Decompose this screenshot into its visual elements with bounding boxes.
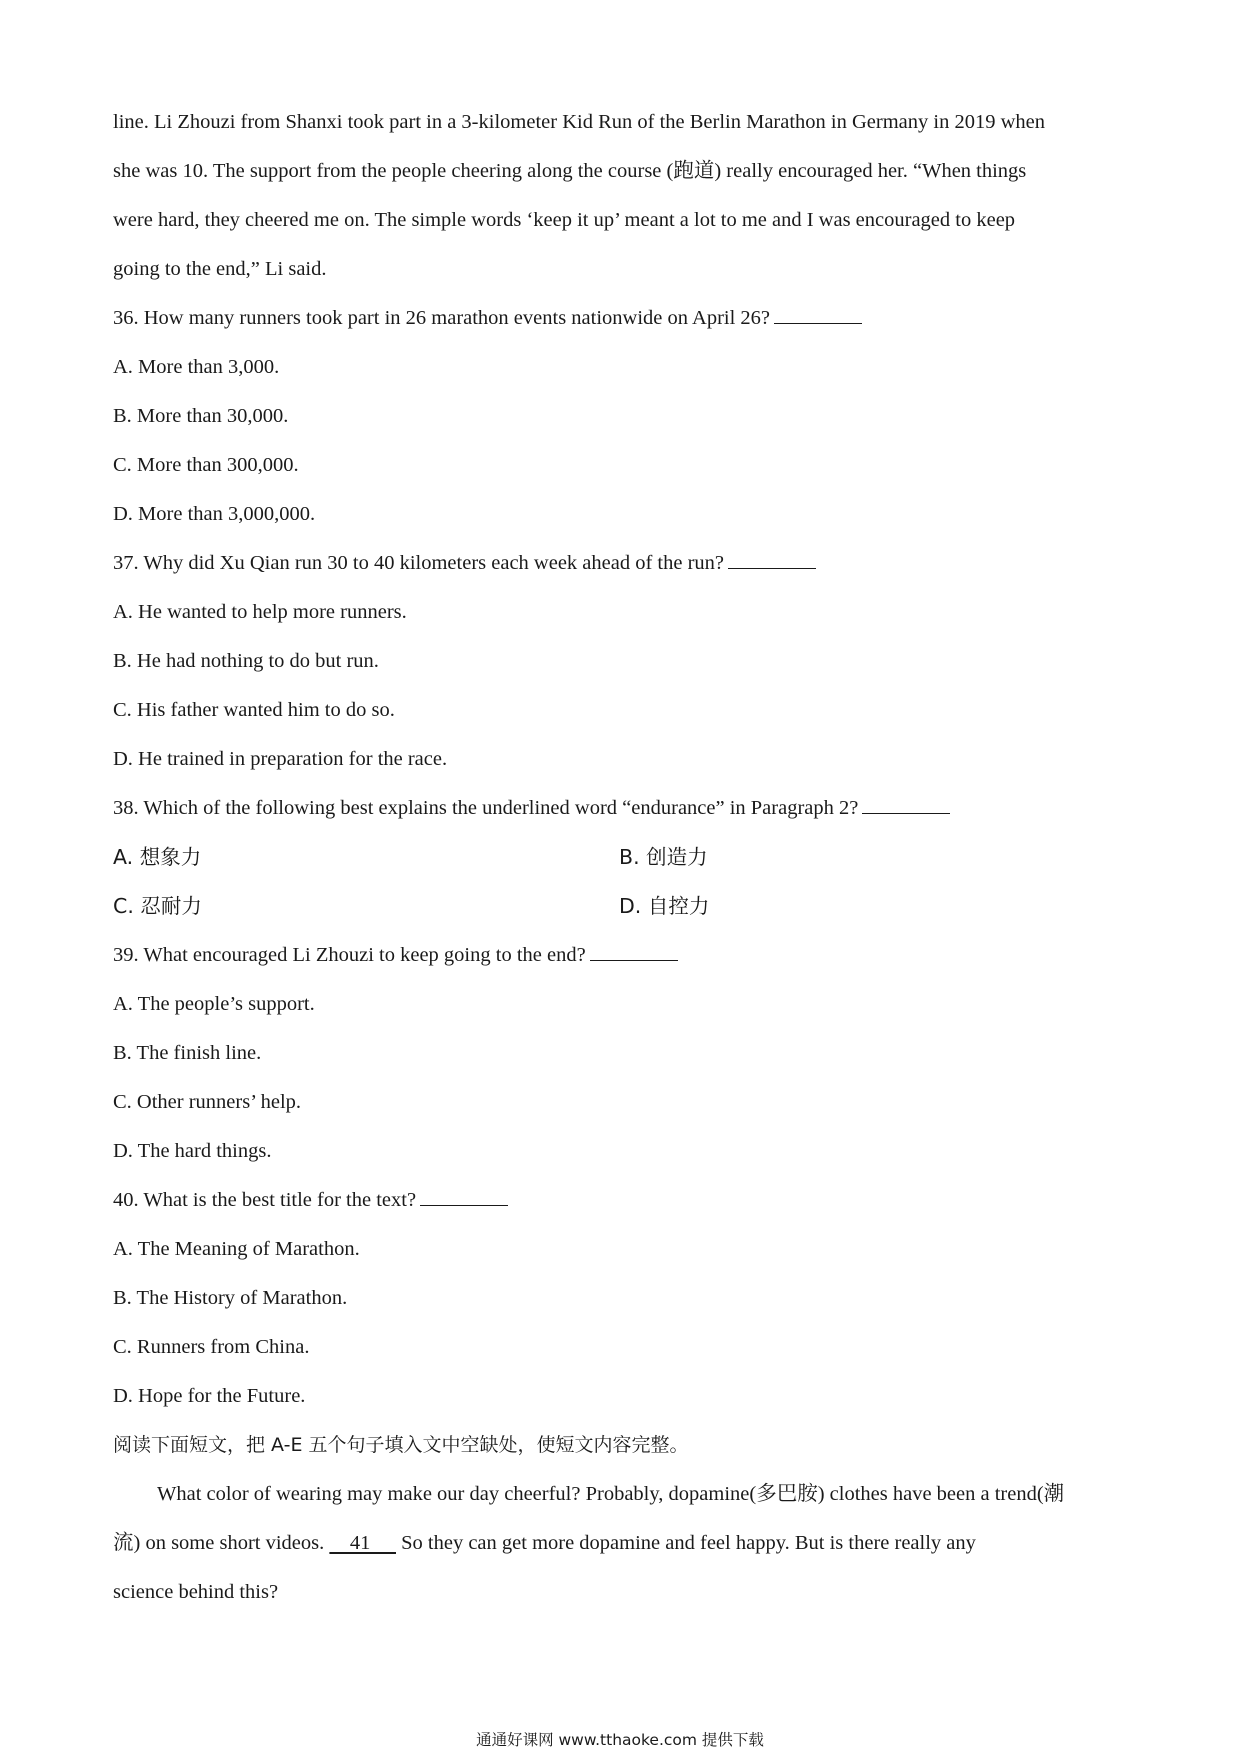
question-38-stem: 38. Which of the following best explains the underlined word “endurance” in Paragraph 2?	[113, 784, 1133, 833]
answer-blank	[774, 305, 862, 324]
passage-line: she was 10. The support from the people cheering along the course (跑道) really encouraged her. “When things	[113, 160, 1027, 182]
answer-blank	[590, 942, 678, 961]
passage-line: going to the end,” Li said.	[113, 258, 327, 280]
passage-line: 流) on some short videos. 41 So they can get more dopamine and feel happy. But is there really any	[113, 1532, 976, 1554]
option: C. Other runners’ help.	[113, 1091, 302, 1113]
question-36-stem: 36. How many runners took part in 26 marathon events nationwide on April 26?	[113, 294, 1133, 343]
option: A. 想象力	[113, 845, 202, 869]
option: B. 创造力	[619, 845, 708, 869]
option: D. Hope for the Future.	[113, 1385, 306, 1407]
passage-line: line. Li Zhouzi from Shanxi took part in a 3-kilometer Kid Run of the Berlin Marathon in Germany in 2019 when	[113, 111, 1045, 133]
option-row	[113, 882, 1133, 931]
option: C. More than 300,000.	[113, 454, 299, 476]
option: C. 忍耐力	[113, 894, 202, 918]
blank-41: 41	[329, 1532, 396, 1554]
option: B. The History of Marathon.	[113, 1287, 348, 1309]
option: A. The people’s support.	[113, 993, 315, 1015]
option: D. The hard things.	[113, 1140, 272, 1162]
option: A. The Meaning of Marathon.	[113, 1238, 360, 1260]
option: B. The finish line.	[113, 1042, 262, 1064]
passage-line: science behind this?	[113, 1581, 279, 1603]
option: C. Runners from China.	[113, 1336, 310, 1358]
option: D. He trained in preparation for the race.	[113, 748, 448, 770]
answer-blank	[420, 1187, 508, 1206]
option: D. More than 3,000,000.	[113, 503, 316, 525]
option: A. More than 3,000.	[113, 356, 280, 378]
passage-line: were hard, they cheered me on. The simple words ‘keep it up’ meant a lot to me and I was encouraged to keep	[113, 209, 1016, 231]
option: C. His father wanted him to do so.	[113, 699, 395, 721]
option: D. 自控力	[619, 894, 710, 918]
section-instruction: 阅读下面短文，把 A-E 五个句子填入文中空缺处，使短文内容完整。	[113, 1434, 689, 1456]
option-row	[113, 833, 1133, 882]
option: B. More than 30,000.	[113, 405, 289, 427]
page-footer: 通通好课网 www.tthaoke.com 提供下载	[476, 1731, 764, 1749]
document-page	[113, 98, 1133, 1617]
question-39-stem: 39. What encouraged Li Zhouzi to keep going to the end?	[113, 931, 1133, 980]
question-40-stem: 40. What is the best title for the text?	[113, 1176, 1133, 1225]
answer-blank	[862, 795, 950, 814]
passage-line: What color of wearing may make our day cheerful? Probably, dopamine(多巴胺) clothes have been a trend(潮	[157, 1483, 1065, 1505]
option: B. He had nothing to do but run.	[113, 650, 379, 672]
option: A. He wanted to help more runners.	[113, 601, 407, 623]
question-37-stem: 37. Why did Xu Qian run 30 to 40 kilometers each week ahead of the run?	[113, 539, 1133, 588]
answer-blank	[728, 550, 816, 569]
